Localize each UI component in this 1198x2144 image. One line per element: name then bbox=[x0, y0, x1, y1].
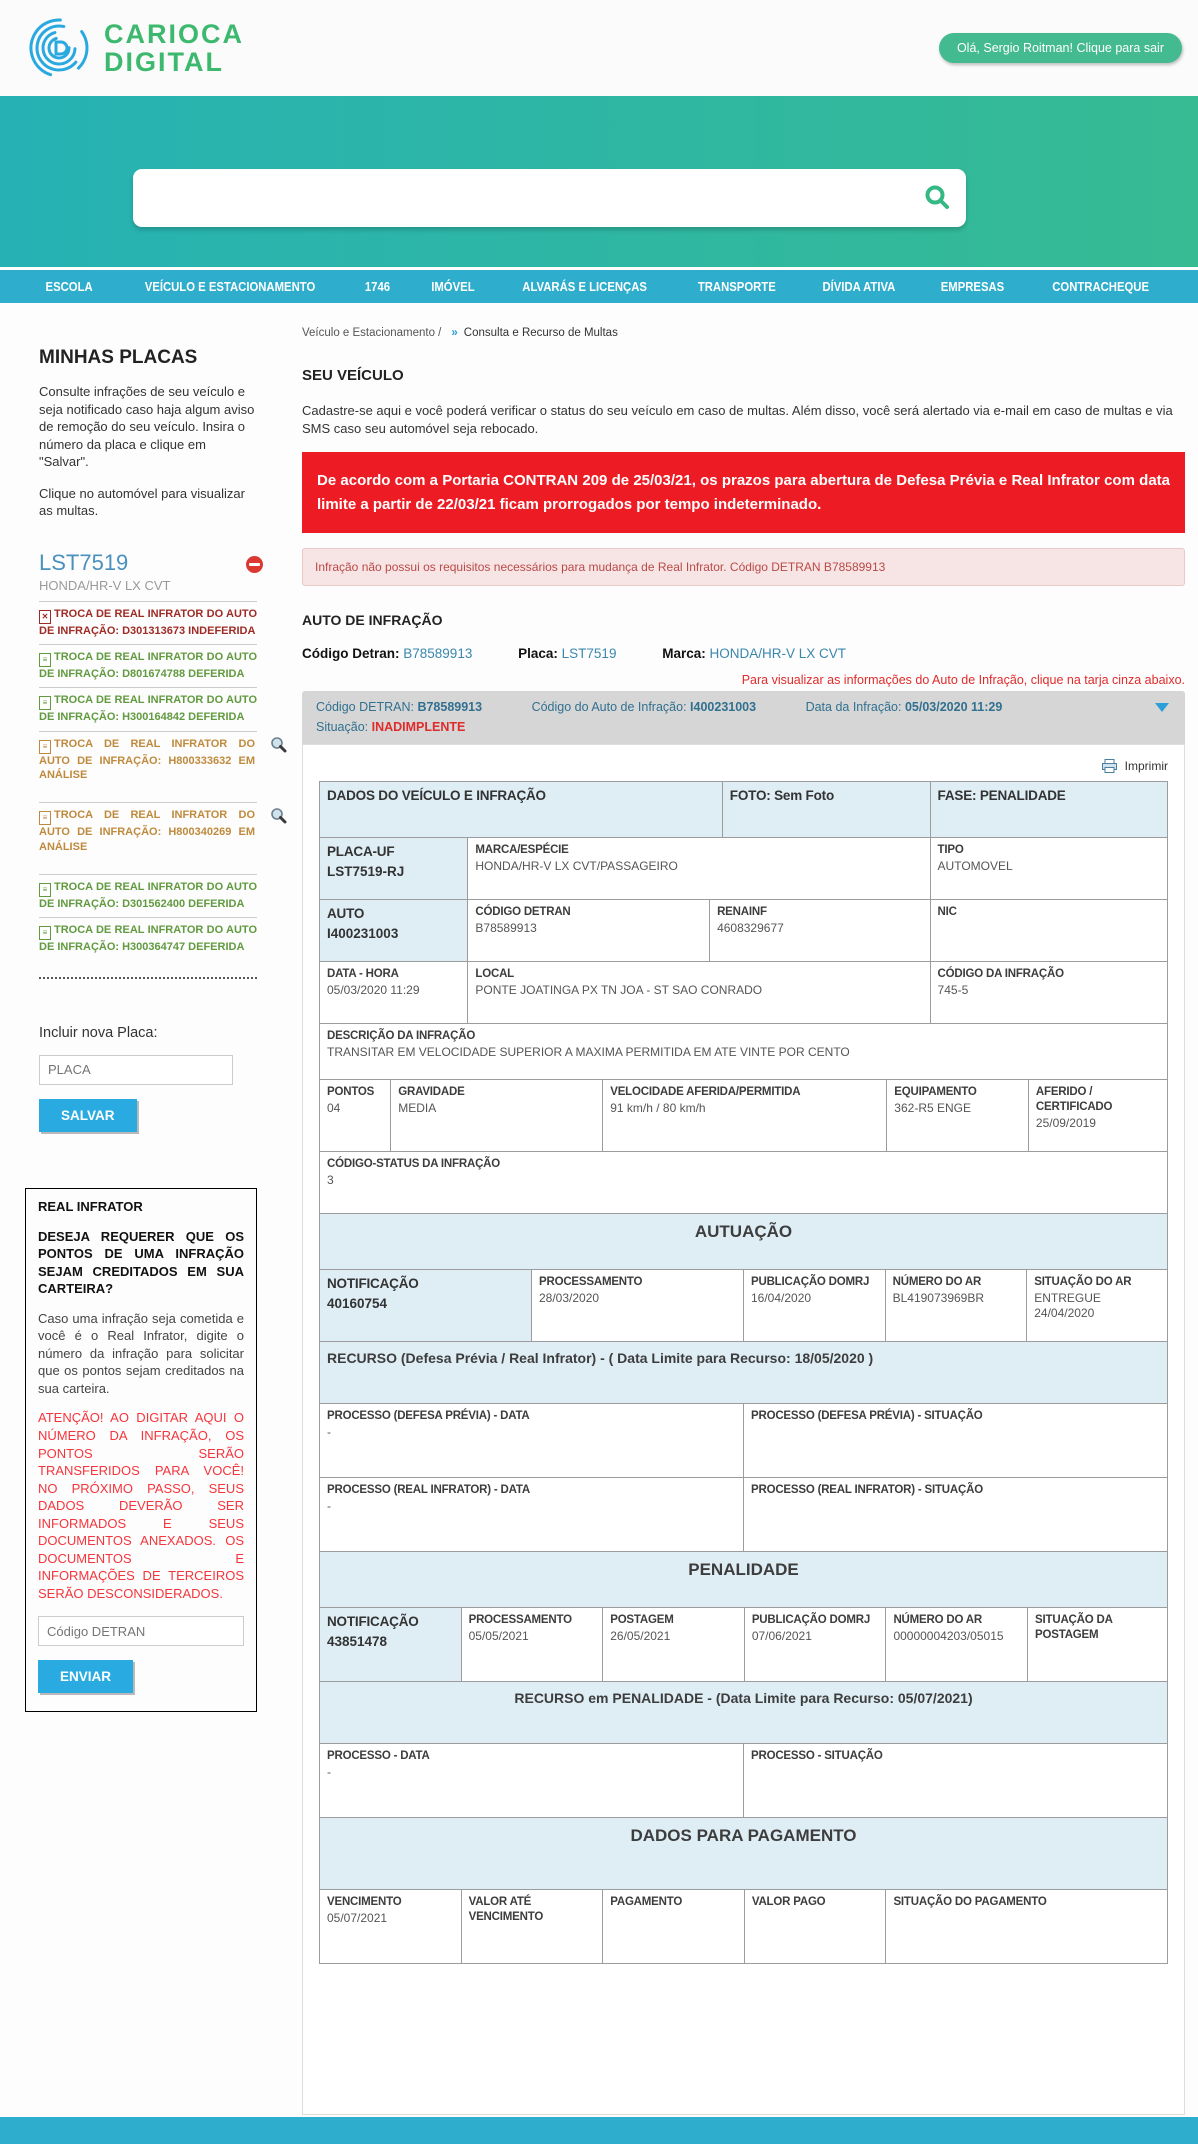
cell-nic: NIC bbox=[931, 900, 1168, 962]
request-item[interactable]: ≡ TROCA DE REAL INFRATOR DO AUTO DE INFRAÇÃO: D801674788 DEFERIDA bbox=[39, 644, 257, 687]
cell-situacao-ar: SITUAÇÃO DO AR ENTREGUE 24/04/2020 bbox=[1027, 1270, 1168, 1342]
sidebar-divider bbox=[39, 977, 257, 979]
cell-pontos: PONTOS 04 bbox=[320, 1080, 391, 1152]
table-section-dados: DADOS DO VEÍCULO E INFRAÇÃO bbox=[320, 782, 723, 838]
approved-doc-icon: ≡ bbox=[39, 696, 51, 710]
cell-placa-uf: PLACA-UF LST7519-RJ bbox=[320, 838, 468, 900]
sidebar bbox=[0, 303, 272, 1712]
cell-auto: AUTO I400231003 bbox=[320, 900, 468, 962]
cell-processamento-autuacao: PROCESSAMENTO 28/03/2020 bbox=[532, 1270, 744, 1342]
breadcrumb-parent[interactable]: Veículo e Estacionamento / bbox=[302, 327, 442, 339]
real-infrator-body: Caso uma infração seja cometida e você é o Real Infrator, digite o número da infração para solicitar que os pontos sejam creditados na sua carteira. bbox=[38, 1310, 244, 1396]
cell-processamento-penalidade: PROCESSAMENTO 05/05/2021 bbox=[462, 1608, 604, 1682]
cell-notificacao-penalidade: NOTIFICAÇÃO 43851478 bbox=[320, 1608, 462, 1682]
page-title: SEU VEÍCULO bbox=[302, 367, 404, 384]
cell-notificacao-autuacao: NOTIFICAÇÃO 40160754 bbox=[320, 1270, 532, 1342]
enviar-button[interactable]: ENVIAR bbox=[38, 1660, 133, 1693]
contran-alert: De acordo com a Portaria CONTRAN 209 de 25/03/21, os prazos para abertura de Defesa Prévia e Real Infrator com data limite a partir de 22/03/21 ficam prorrogados por tempo indeterminado. bbox=[302, 452, 1185, 533]
fingerprint-logo-icon bbox=[26, 14, 92, 82]
request-item[interactable]: ✕ TROCA DE REAL INFRATOR DO AUTO DE INFRAÇÃO: D301313673 INDEFERIDA bbox=[39, 601, 257, 644]
intro-text: Cadastre-se aqui e você poderá verificar o status do seu veículo em caso de multas. Além disso, você será alertado via e-mail em caso de multas e via SMS caso seu automóvel seja rebocado. bbox=[302, 403, 1173, 437]
infraction-panel bbox=[302, 744, 1185, 2115]
band-penalidade: PENALIDADE bbox=[320, 1552, 1168, 1608]
search-button[interactable] bbox=[908, 184, 966, 213]
save-plate-button[interactable]: SALVAR bbox=[39, 1099, 137, 1132]
real-infrator-title: REAL INFRATOR bbox=[38, 1198, 143, 1214]
approved-doc-icon: ≡ bbox=[39, 653, 51, 667]
real-infrator-notice: Infração não possui os requisitos necessários para mudança de Real Infrator. Código DETRAN B78589913 bbox=[302, 548, 1185, 586]
cell-marca-especie: MARCA/ESPÉCIE HONDA/HR-V LX CVT/PASSAGEIRO bbox=[468, 838, 930, 900]
nav-item-1746[interactable]: 1746 bbox=[365, 279, 391, 294]
nav-item-empresas[interactable]: EMPRESAS bbox=[940, 279, 1005, 294]
search-box bbox=[133, 169, 966, 227]
magnifier-icon[interactable] bbox=[270, 736, 287, 757]
placa-value: LST7519 bbox=[561, 645, 617, 661]
cell-postagem: POSTAGEM 26/05/2021 bbox=[603, 1608, 745, 1682]
footer-bar bbox=[0, 2117, 1198, 2144]
plate-row bbox=[39, 550, 257, 593]
denied-doc-icon: ✕ bbox=[39, 610, 51, 624]
search-icon bbox=[924, 184, 950, 213]
request-item[interactable]: ≡ TROCA DE REAL INFRATOR DO AUTO DE INFRAÇÃO: D301562400 DEFERIDA bbox=[39, 874, 257, 917]
band-recurso-autuacao: RECURSO (Defesa Prévia / Real Infrator) - ( Data Limite para Recurso: 18/05/2020 ) bbox=[320, 1342, 1168, 1404]
cell-renainf: RENAINF 4608329677 bbox=[710, 900, 930, 962]
remove-plate-icon[interactable] bbox=[246, 556, 263, 573]
nav-item-divida-ativa[interactable]: DÍVIDA ATIVA bbox=[822, 279, 896, 294]
breadcrumb-current: Consulta e Recurso de Multas bbox=[463, 327, 618, 339]
cell-pagamento: PAGAMENTO bbox=[603, 1890, 745, 1964]
approved-doc-icon: ≡ bbox=[39, 883, 51, 897]
main-nav bbox=[0, 267, 1198, 303]
include-plate-label: Incluir nova Placa: bbox=[39, 1024, 158, 1041]
cell-processo-situacao: PROCESSO - SITUAÇÃO bbox=[744, 1744, 1168, 1818]
cell-numero-ar-autuacao: NÚMERO DO AR BL419073969BR bbox=[886, 1270, 1028, 1342]
marca-value: HONDA/HR-V LX CVT bbox=[709, 645, 847, 661]
cell-processo-data: PROCESSO - DATA - bbox=[320, 1744, 744, 1818]
band-pagamento: DADOS PARA PAGAMENTO bbox=[320, 1818, 1168, 1890]
cell-numero-ar-penalidade: NÚMERO DO AR 00000004203/05015 bbox=[886, 1608, 1028, 1682]
cell-valor-pago: VALOR PAGO bbox=[745, 1890, 887, 1964]
logo[interactable] bbox=[26, 14, 244, 82]
breadcrumb bbox=[302, 327, 1185, 339]
nav-item-alvaras-licencas[interactable]: ALVARÁS E LICENÇAS bbox=[522, 279, 647, 294]
printer-icon bbox=[1102, 759, 1124, 773]
print-link[interactable]: Imprimir bbox=[1102, 759, 1168, 773]
accordion-hint: Para visualizar as informações do Auto de Infração, clique na tarja cinza abaixo. bbox=[741, 672, 1185, 687]
cell-codigo-status: CÓDIGO-STATUS DA INFRAÇÃO 3 bbox=[320, 1152, 1168, 1214]
request-item[interactable]: ≡ TROCA DE REAL INFRATOR DO AUTO DE INFRAÇÃO: H800333632 EM ANÁLISE bbox=[39, 731, 257, 789]
header bbox=[0, 0, 1198, 96]
nav-item-escola[interactable]: ESCOLA bbox=[45, 279, 93, 294]
nav-item-contracheque[interactable]: CONTRACHEQUE bbox=[1051, 279, 1149, 294]
real-infrator-box bbox=[25, 1188, 257, 1713]
infraction-accordion-bar[interactable]: Código DETRAN: B78589913 Código do Auto de Infração: I400231003 Data da Infração: 05/03/2020 11:29 Situação: INADIMPLENTE bbox=[302, 691, 1185, 744]
sidebar-title: MINHAS PLACAS bbox=[39, 347, 198, 368]
chevron-down-icon[interactable] bbox=[1155, 703, 1169, 712]
cell-codigo-detran: CÓDIGO DETRAN B78589913 bbox=[468, 900, 710, 962]
pending-doc-icon: ≡ bbox=[39, 740, 51, 754]
vehicle-summary: Código Detran: B78589913 Placa: LST7519 Marca: HONDA/HR-V LX CVT bbox=[302, 645, 847, 661]
sidebar-intro-2: Clique no automóvel para visualizar as multas. bbox=[39, 485, 245, 519]
cell-velocidade: VELOCIDADE AFERIDA/PERMITIDA 91 km/h / 80 km/h bbox=[603, 1080, 887, 1152]
request-item[interactable]: ≡ TROCA DE REAL INFRATOR DO AUTO DE INFRAÇÃO: H300364747 DEFERIDA bbox=[39, 917, 257, 960]
cell-equipamento: EQUIPAMENTO 362-R5 ENGE bbox=[887, 1080, 1029, 1152]
cell-publicacao-penalidade: PUBLICAÇÃO DOMRJ 07/06/2021 bbox=[745, 1608, 887, 1682]
cell-processo-defesa-situacao: PROCESSO (DEFESA PRÉVIA) - SITUAÇÃO bbox=[744, 1404, 1168, 1478]
cell-processo-real-situacao: PROCESSO (REAL INFRATOR) - SITUAÇÃO bbox=[744, 1478, 1168, 1552]
nav-item-transporte[interactable]: TRANSPORTE bbox=[697, 279, 776, 294]
plate-model: HONDA/HR-V LX CVT bbox=[39, 577, 171, 593]
main-content bbox=[302, 303, 1185, 2144]
sidebar-intro-1: Consulte infrações de seu veículo e seja notificado caso haja algum aviso de remoção do seu veículo. Insira o número da placa e clique em "Salvar". bbox=[39, 384, 255, 470]
breadcrumb-arrow-icon: » bbox=[451, 327, 458, 339]
section-title: AUTO DE INFRAÇÃO bbox=[302, 611, 443, 628]
logout-button[interactable]: Olá, Sergio Roitman! Clique para sair bbox=[939, 33, 1182, 63]
nav-item-imovel[interactable]: IMÓVEL bbox=[430, 279, 475, 294]
cell-data-hora: DATA - HORA 05/03/2020 11:29 bbox=[320, 962, 468, 1024]
real-infrator-warning: ATENÇÃO! AO DIGITAR AQUI O NÚMERO DA INFRAÇÃO, OS PONTOS SERÃO TRANSFERIDOS PARA VOCÊ! NO PRÓXIMO PASSO, SEUS DADOS DEVERÃO SER INFORMADOS E SEUS DOCUMENTOS ANEXADOS. OS DOCUMENTOS E INFORMAÇÕES DE TERCEIROS SERÃO DESCONSIDERADOS. bbox=[38, 1410, 244, 1601]
real-infrator-question: DESEJA REQUERER QUE OS PONTOS DE UMA INFRAÇÃO SEJAM CREDITADOS EM SUA CARTEIRA? bbox=[38, 1228, 244, 1297]
search-input[interactable] bbox=[133, 189, 908, 207]
cell-descricao: DESCRIÇÃO DA INFRAÇÃO TRANSITAR EM VELOCIDADE SUPERIOR A MAXIMA PERMITIDA EM ATE VINTE POR CENTO bbox=[320, 1024, 1168, 1080]
cell-gravidade: GRAVIDADE MEDIA bbox=[391, 1080, 603, 1152]
infraction-table bbox=[319, 781, 1168, 1964]
search-band bbox=[0, 96, 1198, 267]
new-plate-input[interactable] bbox=[39, 1055, 233, 1085]
request-item[interactable]: ≡ TROCA DE REAL INFRATOR DO AUTO DE INFRAÇÃO: H800340269 EM ANÁLISE bbox=[39, 802, 257, 860]
logo-text: CARIOCA DIGITAL bbox=[104, 18, 244, 77]
cell-aferido: AFERIDO / CERTIFICADO 25/09/2019 bbox=[1029, 1080, 1168, 1152]
codigo-detran-value: B78589913 bbox=[403, 645, 473, 661]
cell-situacao-postagem: SITUAÇÃO DA POSTAGEM bbox=[1028, 1608, 1168, 1682]
cell-codigo-infracao: CÓDIGO DA INFRAÇÃO 745-5 bbox=[931, 962, 1168, 1024]
cell-processo-defesa-data: PROCESSO (DEFESA PRÉVIA) - DATA - bbox=[320, 1404, 744, 1478]
nav-item-veiculo-estacionamento[interactable]: VEÍCULO E ESTACIONAMENTO bbox=[144, 279, 315, 294]
detran-code-input[interactable] bbox=[38, 1616, 244, 1646]
table-fase: FASE: PENALIDADE bbox=[931, 782, 1168, 838]
band-recurso-penalidade: RECURSO em PENALIDADE - (Data Limite para Recurso: 05/07/2021) bbox=[320, 1682, 1168, 1744]
plate-link[interactable]: LST7519 bbox=[39, 549, 129, 575]
status-badge: INADIMPLENTE bbox=[371, 719, 466, 734]
approved-doc-icon: ≡ bbox=[39, 926, 51, 940]
cell-publicacao-autuacao: PUBLICAÇÃO DOMRJ 16/04/2020 bbox=[744, 1270, 886, 1342]
magnifier-icon[interactable] bbox=[270, 807, 287, 828]
cell-processo-real-data: PROCESSO (REAL INFRATOR) - DATA - bbox=[320, 1478, 744, 1552]
cell-situacao-pagamento: SITUAÇÃO DO PAGAMENTO bbox=[886, 1890, 1168, 1964]
cell-vencimento: VENCIMENTO 05/07/2021 bbox=[320, 1890, 462, 1964]
band-autuacao: AUTUAÇÃO bbox=[320, 1214, 1168, 1270]
request-item[interactable]: ≡ TROCA DE REAL INFRATOR DO AUTO DE INFRAÇÃO: H300164842 DEFERIDA bbox=[39, 687, 257, 730]
cell-local: LOCAL PONTE JOATINGA PX TN JOA - ST SAO CONRADO bbox=[468, 962, 930, 1024]
table-foto: FOTO: Sem Foto bbox=[723, 782, 931, 838]
cell-valor-ate-vencimento: VALOR ATÉ VENCIMENTO bbox=[462, 1890, 604, 1964]
pending-doc-icon: ≡ bbox=[39, 811, 51, 825]
infraction-requests bbox=[39, 601, 257, 961]
cell-tipo: TIPO AUTOMOVEL bbox=[931, 838, 1168, 900]
